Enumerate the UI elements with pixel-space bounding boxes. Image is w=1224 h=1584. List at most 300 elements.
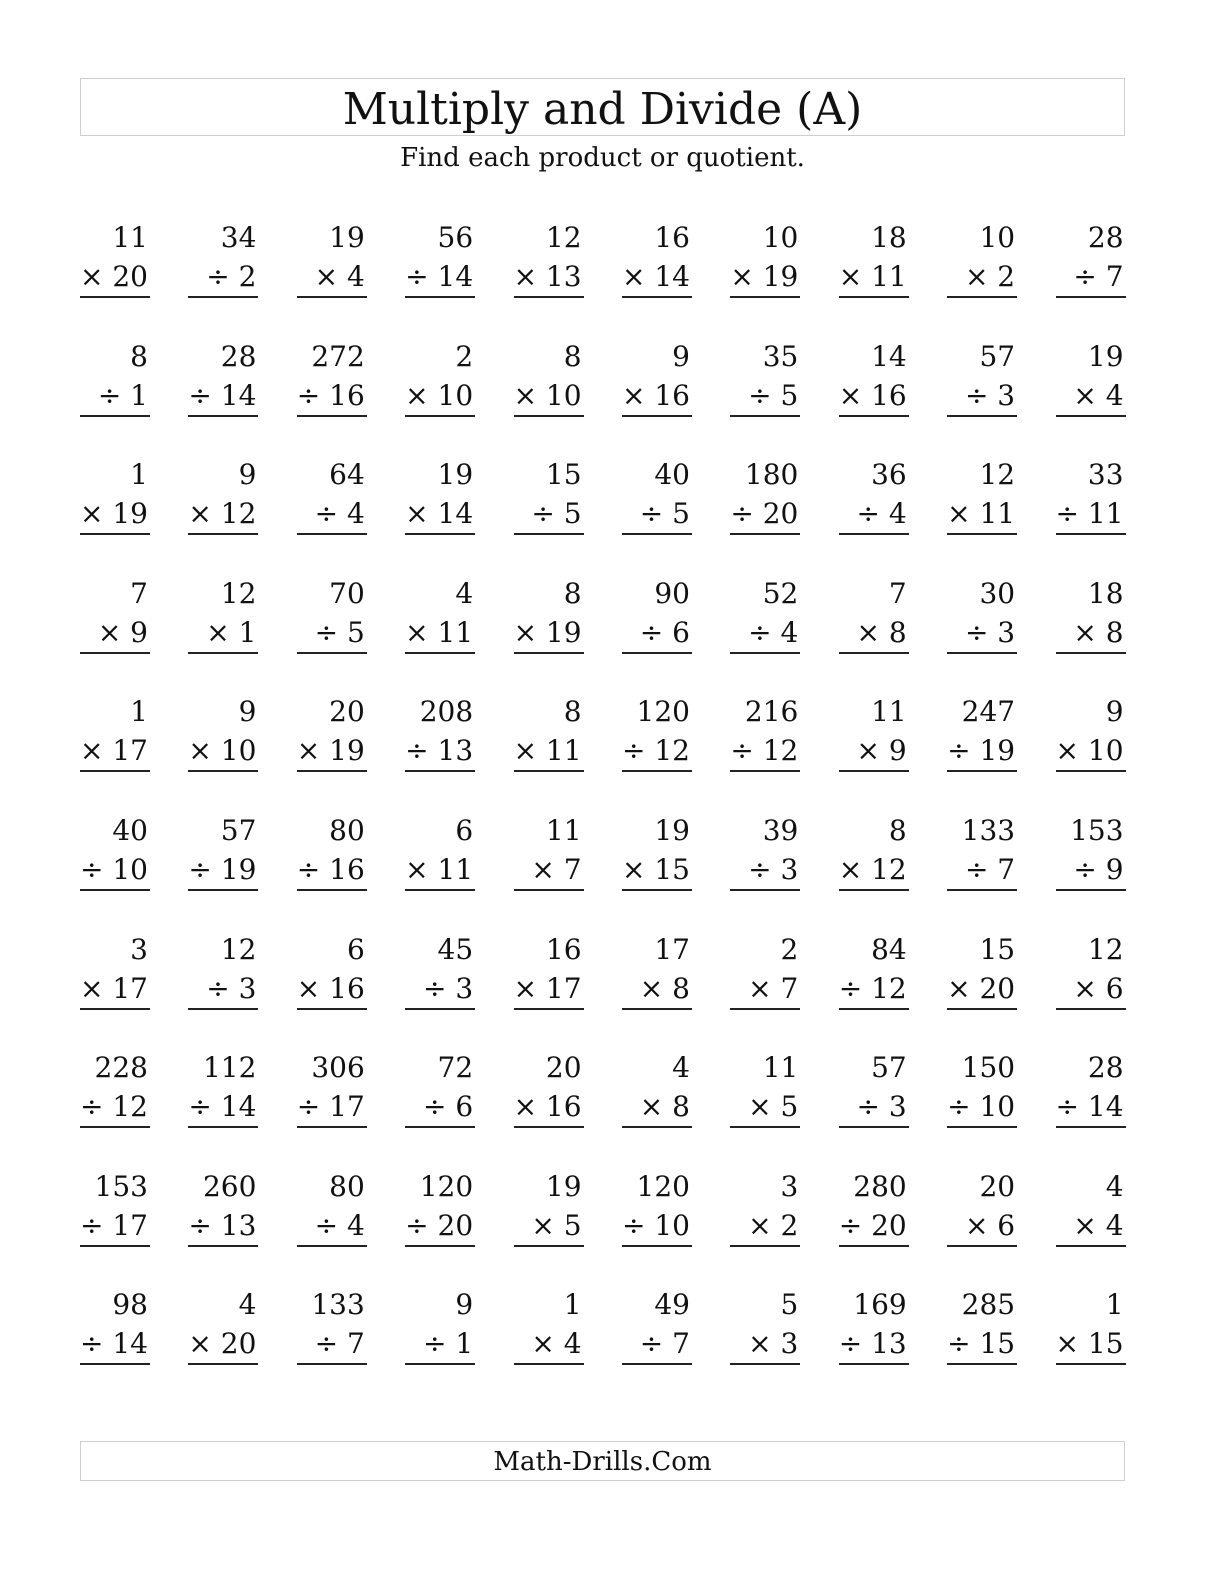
problem [188,930,258,1049]
problem [1056,1167,1126,1286]
problem [730,1285,800,1404]
problem-operator-number: ÷ 12 [839,970,909,1010]
problem [622,692,692,811]
problem [622,811,692,930]
problem-top-number: 4 [1105,1169,1124,1203]
problem [622,574,692,693]
problem-top-number: 19 [329,221,365,254]
problem-top-number: 16 [654,221,690,254]
problem [947,455,1017,574]
problem-operator-number: ÷ 16 [297,851,367,891]
problem [622,930,692,1049]
problem-operator-number: ÷ 3 [730,851,800,891]
problem [730,455,800,574]
problem-top-number: 18 [871,221,907,254]
problem-top-number: 52 [762,576,799,610]
problem [188,218,258,337]
problem [1056,930,1126,1049]
problem-operator-number: × 17 [514,970,584,1010]
problem [947,218,1017,337]
problem-operator-number: × 7 [514,851,584,891]
problem-top-number: 40 [654,458,690,492]
problem [839,811,909,930]
problem [80,218,150,337]
problem-top-number: 28 [1087,221,1124,254]
problem [730,1048,800,1167]
problem-top-number: 4 [672,1051,690,1085]
problem [514,811,584,930]
problem-operator-number: × 4 [514,1325,584,1365]
problem-top-number: 1 [1105,1288,1124,1322]
problem-operator-number: ÷ 13 [405,732,475,772]
problem-operator-number: × 17 [80,970,150,1010]
problem [297,811,367,930]
problem [188,337,258,456]
problem-operator-number: ÷ 16 [297,377,367,417]
problem-operator-number: × 3 [730,1325,800,1365]
problem-top-number: 45 [437,932,474,966]
problem-top-number: 20 [545,1051,582,1085]
problem [622,337,692,456]
problem-operator-number: ÷ 3 [405,970,475,1010]
problem-top-number: 19 [654,813,690,847]
problem-top-number: 180 [744,458,799,492]
problem-operator-number: × 1 [188,614,258,654]
problem-operator-number: ÷ 4 [730,614,800,654]
problem-top-number: 57 [979,339,1016,373]
problem-top-number: 2 [780,932,799,966]
problem-top-number: 272 [311,339,365,373]
problem [297,1048,367,1167]
problem [730,930,800,1049]
problem-top-number: 216 [744,695,799,729]
problem [839,692,909,811]
problem-operator-number: ÷ 7 [1056,258,1126,298]
problem [514,455,584,574]
problem-operator-number: ÷ 6 [405,1088,475,1128]
problem-operator-number: ÷ 3 [947,377,1017,417]
problem-operator-number: ÷ 5 [730,377,800,417]
problem [839,337,909,456]
problem-top-number: 10 [762,221,799,254]
problem-top-number: 35 [762,339,799,373]
problem-operator-number: ÷ 20 [730,495,800,535]
problem [297,692,367,811]
problem-operator-number: × 20 [80,258,150,298]
problem-top-number: 4 [238,1288,257,1322]
problem-operator-number: ÷ 13 [188,1207,258,1247]
problem [514,1048,584,1167]
problem-top-number: 11 [545,813,582,847]
problem [839,1048,909,1167]
problem-top-number: 9 [455,1288,474,1322]
problem-operator-number: × 11 [405,851,475,891]
problem [80,930,150,1049]
problem [622,1048,692,1167]
problem [839,1167,909,1286]
problem-top-number: 36 [871,458,907,492]
problem [1056,455,1126,574]
problem-top-number: 112 [202,1051,257,1085]
problem-top-number: 98 [112,1288,148,1322]
problem [947,1285,1017,1404]
problem-operator-number: ÷ 2 [188,258,258,298]
problem-top-number: 4 [455,576,474,610]
problem [839,930,909,1049]
problem-top-number: 33 [1087,458,1124,492]
problem [80,455,150,574]
problem-top-number: 8 [563,695,582,729]
problem [622,455,692,574]
problem [514,692,584,811]
problem [188,574,258,693]
problem-operator-number: × 19 [514,614,584,654]
problem-operator-number: ÷ 19 [947,732,1017,772]
problem-top-number: 15 [979,932,1016,966]
problem-top-number: 8 [563,339,582,373]
problem-top-number: 28 [1087,1051,1124,1085]
problem [514,930,584,1049]
problem-top-number: 12 [545,221,582,254]
problem [514,574,584,693]
problem [297,1285,367,1404]
problem-top-number: 3 [780,1169,799,1203]
problem-top-number: 12 [979,458,1016,492]
problem-top-number: 11 [762,1051,799,1085]
problem-top-number: 64 [329,458,365,492]
problem [297,337,367,456]
problem-top-number: 153 [1070,813,1124,847]
problem [622,218,692,337]
problem-operator-number: × 10 [514,377,584,417]
problem-operator-number: ÷ 4 [839,495,909,535]
problem-operator-number: × 8 [622,1088,692,1128]
problem-operator-number: ÷ 19 [188,851,258,891]
problem-top-number: 11 [871,695,907,729]
problem-top-number: 39 [762,813,799,847]
problem [1056,692,1126,811]
problem [297,455,367,574]
problem-top-number: 133 [311,1288,365,1322]
problem [405,930,475,1049]
problem-top-number: 30 [979,576,1016,610]
problem [405,455,475,574]
problem-top-number: 120 [636,1169,690,1203]
problem [1056,1048,1126,1167]
problem-operator-number: ÷ 9 [1056,851,1126,891]
problem-top-number: 28 [220,339,257,373]
problem [514,337,584,456]
problem-top-number: 1 [130,695,148,729]
problem [405,1167,475,1286]
problem [405,218,475,337]
problem-top-number: 19 [1087,339,1124,373]
problem [1056,218,1126,337]
problem-operator-number: × 2 [730,1207,800,1247]
problem-operator-number: × 5 [730,1088,800,1128]
problem-operator-number: × 11 [405,614,475,654]
problem [947,930,1017,1049]
footer-credit: Math-Drills.Com [493,1447,712,1477]
problem [80,692,150,811]
problem-top-number: 6 [455,813,474,847]
problem [1056,574,1126,693]
problem [1056,811,1126,930]
problem-operator-number: ÷ 14 [80,1325,150,1365]
problem-top-number: 153 [94,1169,148,1203]
problem-top-number: 15 [545,458,582,492]
problem-operator-number: × 6 [1056,970,1126,1010]
problem-operator-number: × 6 [947,1207,1017,1247]
problem-grid [80,218,1126,1404]
problem-operator-number: × 9 [80,614,150,654]
problem-operator-number: × 8 [1056,614,1126,654]
problem-operator-number: ÷ 1 [405,1325,475,1365]
problem [839,1285,909,1404]
problem-top-number: 19 [545,1169,582,1203]
problem-top-number: 260 [202,1169,257,1203]
problem-operator-number: × 19 [297,732,367,772]
problem [188,1167,258,1286]
problem-top-number: 120 [636,695,690,729]
problem-operator-number: × 17 [80,732,150,772]
problem [188,1048,258,1167]
problem [730,1167,800,1286]
problem-operator-number: × 16 [622,377,692,417]
problem-operator-number: × 20 [188,1325,258,1365]
problem-operator-number: ÷ 15 [947,1325,1017,1365]
problem [188,811,258,930]
problem-top-number: 12 [220,576,257,610]
problem-operator-number: × 14 [405,495,475,535]
problem-top-number: 12 [220,932,257,966]
problem [405,692,475,811]
problem [405,1285,475,1404]
problem-operator-number: ÷ 14 [405,258,475,298]
problem-top-number: 56 [437,221,474,254]
problem-operator-number: ÷ 17 [297,1088,367,1128]
problem-operator-number: ÷ 5 [297,614,367,654]
problem-top-number: 8 [130,339,148,373]
problem-operator-number: × 7 [730,970,800,1010]
problem-top-number: 19 [437,458,474,492]
problem-operator-number: × 12 [188,495,258,535]
problem [514,1167,584,1286]
problem-operator-number: × 11 [514,732,584,772]
problem [839,218,909,337]
problem [297,930,367,1049]
problem-operator-number: × 15 [1056,1325,1126,1365]
problem-top-number: 84 [871,932,907,966]
problem [514,1285,584,1404]
problem-top-number: 11 [112,221,148,254]
problem-top-number: 3 [130,932,148,966]
problem-top-number: 9 [1105,695,1124,729]
problem-operator-number: × 4 [297,258,367,298]
problem [297,1167,367,1286]
problem-top-number: 306 [311,1051,365,1085]
problem [80,574,150,693]
problem-operator-number: ÷ 10 [622,1207,692,1247]
problem-operator-number: ÷ 7 [947,851,1017,891]
problem-operator-number: × 10 [405,377,475,417]
problem [188,455,258,574]
problem [730,811,800,930]
problem-top-number: 10 [979,221,1016,254]
problem [622,1285,692,1404]
problem-top-number: 1 [563,1288,582,1322]
problem-top-number: 6 [346,932,365,966]
problem [80,811,150,930]
problem-top-number: 80 [329,813,365,847]
problem-top-number: 2 [455,339,474,373]
problem-operator-number: × 8 [839,614,909,654]
problem-operator-number: × 9 [839,732,909,772]
problem-operator-number: ÷ 7 [297,1325,367,1365]
problem-operator-number: ÷ 12 [730,732,800,772]
problem-top-number: 169 [853,1288,907,1322]
problem-operator-number: × 13 [514,258,584,298]
problem [405,811,475,930]
problem [188,1285,258,1404]
problem [80,1167,150,1286]
problem-operator-number: ÷ 3 [947,614,1017,654]
problem-operator-number: ÷ 4 [297,1207,367,1247]
problem-top-number: 9 [238,695,257,729]
problem-operator-number: ÷ 3 [188,970,258,1010]
problem [947,811,1017,930]
problem-top-number: 9 [238,458,257,492]
problem-top-number: 9 [672,339,690,373]
problem-top-number: 12 [1087,932,1124,966]
problem-operator-number: × 12 [839,851,909,891]
problem [405,337,475,456]
problem-operator-number: ÷ 20 [405,1207,475,1247]
problem-operator-number: × 19 [80,495,150,535]
problem-top-number: 34 [220,221,257,254]
problem-operator-number: × 10 [188,732,258,772]
problem-operator-number: × 16 [839,377,909,417]
problem-operator-number: ÷ 11 [1056,495,1126,535]
problem-top-number: 208 [419,695,474,729]
problem-top-number: 8 [563,576,582,610]
problem-top-number: 90 [654,576,690,610]
problem-top-number: 57 [871,1051,907,1085]
problem-operator-number: × 10 [1056,732,1126,772]
problem [1056,337,1126,456]
problem-operator-number: ÷ 10 [947,1088,1017,1128]
problem-top-number: 20 [979,1169,1016,1203]
problem-operator-number: × 16 [297,970,367,1010]
problem-operator-number: × 5 [514,1207,584,1247]
problem [730,574,800,693]
problem-operator-number: × 16 [514,1088,584,1128]
problem [730,218,800,337]
problem-top-number: 5 [780,1288,799,1322]
problem-operator-number: × 4 [1056,1207,1126,1247]
problem [839,574,909,693]
problem [514,218,584,337]
problem-operator-number: × 4 [1056,377,1126,417]
problem [80,1048,150,1167]
problem-top-number: 57 [220,813,257,847]
problem-top-number: 120 [419,1169,474,1203]
problem [188,692,258,811]
problem-operator-number: ÷ 6 [622,614,692,654]
problem [730,337,800,456]
problem-operator-number: ÷ 5 [622,495,692,535]
problem-operator-number: × 2 [947,258,1017,298]
problem-top-number: 150 [961,1051,1016,1085]
problem [1056,1285,1126,1404]
problem-top-number: 72 [437,1051,474,1085]
problem [947,337,1017,456]
problem [80,1285,150,1404]
problem [622,1167,692,1286]
problem-top-number: 1 [130,458,148,492]
problem [297,218,367,337]
problem-operator-number: ÷ 14 [188,1088,258,1128]
problem-top-number: 80 [329,1169,365,1203]
problem-top-number: 133 [961,813,1016,847]
problem-top-number: 40 [112,813,148,847]
problem-operator-number: ÷ 12 [80,1088,150,1128]
problem-operator-number: ÷ 14 [188,377,258,417]
problem [405,1048,475,1167]
problem-top-number: 70 [329,576,365,610]
problem-operator-number: ÷ 4 [297,495,367,535]
problem-top-number: 280 [853,1169,907,1203]
problem-top-number: 7 [130,576,148,610]
problem-operator-number: ÷ 1 [80,377,150,417]
problem-operator-number: × 8 [622,970,692,1010]
problem-top-number: 20 [329,695,365,729]
problem [947,574,1017,693]
problem-operator-number: × 11 [947,495,1017,535]
problem-top-number: 7 [888,576,907,610]
problem-operator-number: ÷ 14 [1056,1088,1126,1128]
problem-operator-number: × 11 [839,258,909,298]
problem-top-number: 49 [654,1288,690,1322]
problem-operator-number: ÷ 5 [514,495,584,535]
problem [947,1167,1017,1286]
problem-operator-number: ÷ 10 [80,851,150,891]
problem-top-number: 16 [545,932,582,966]
problem [947,692,1017,811]
problem-operator-number: ÷ 3 [839,1088,909,1128]
problem-operator-number: ÷ 7 [622,1325,692,1365]
problem-operator-number: × 20 [947,970,1017,1010]
problem-operator-number: ÷ 17 [80,1207,150,1247]
problem-operator-number: ÷ 20 [839,1207,909,1247]
problem-top-number: 228 [94,1051,148,1085]
problem [297,574,367,693]
problem-top-number: 17 [654,932,690,966]
problem-top-number: 247 [961,695,1016,729]
problem-top-number: 18 [1087,576,1124,610]
problem-top-number: 8 [888,813,907,847]
problem-operator-number: × 15 [622,851,692,891]
problem [947,1048,1017,1167]
problem-top-number: 285 [961,1288,1016,1322]
problem-top-number: 14 [871,339,907,373]
instructions: Find each product or quotient. [400,143,805,173]
problem-operator-number: ÷ 13 [839,1325,909,1365]
problem [80,337,150,456]
problem-operator-number: × 19 [730,258,800,298]
problem-operator-number: ÷ 12 [622,732,692,772]
problem [730,692,800,811]
